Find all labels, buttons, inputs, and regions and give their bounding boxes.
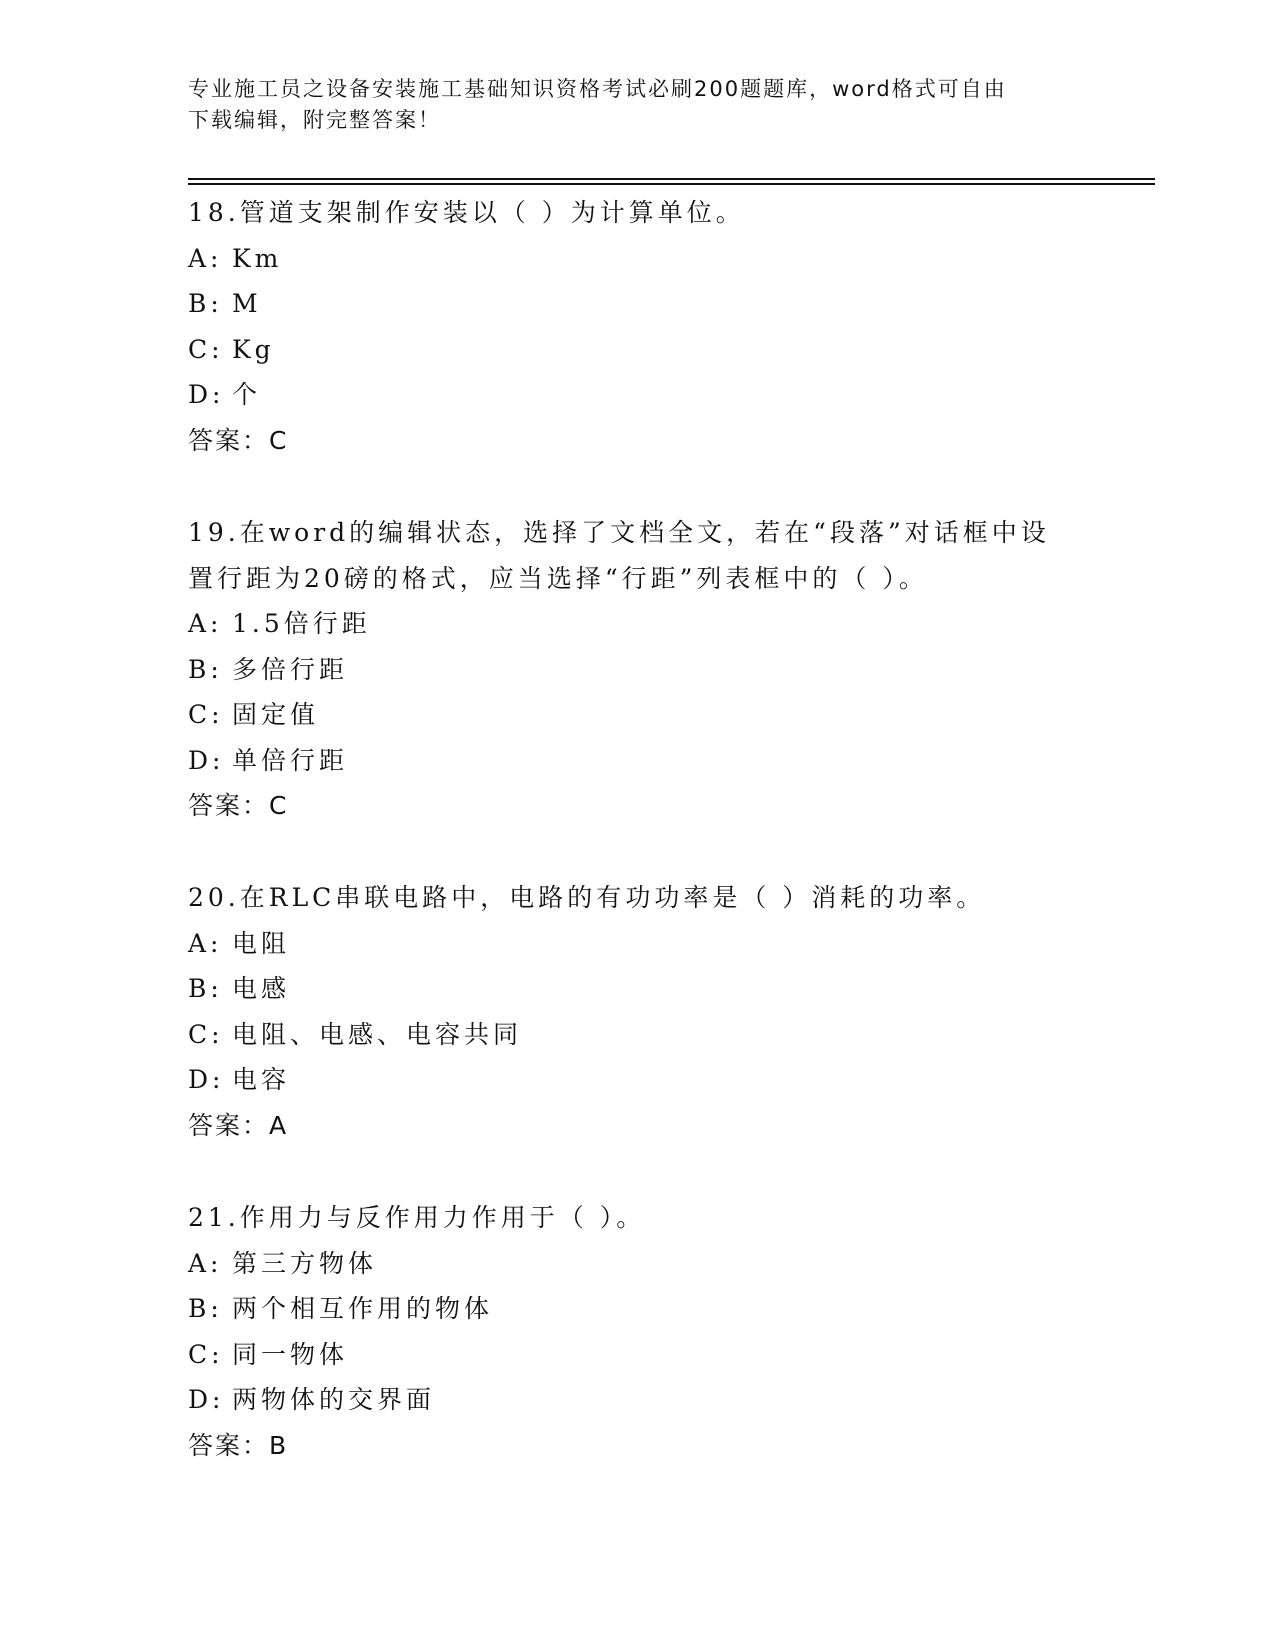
option-text: 1.5倍行距 [232,609,371,638]
option-d [188,738,1088,784]
header-divider-bottom [188,183,1155,185]
option-text: 两个相互作用的物体 [232,1294,494,1323]
document-header [188,74,1088,136]
option-b [188,966,1088,1012]
question-18 [188,190,1088,463]
header-line-2: 下载编辑，附完整答案！ [188,108,441,132]
question-stem: 21.作用力与反作用力作用于（ ）。 [188,1203,646,1232]
option-text: 电感 [232,974,291,1003]
option-b [188,281,1088,327]
question-21 [188,1195,1088,1468]
option-d [188,372,1088,418]
option-a [188,601,1088,647]
option-c [188,327,1088,373]
question-19 [188,510,1088,829]
option-letter: A: [188,928,223,958]
option-letter: A: [188,243,223,273]
option-text: Kg [232,334,275,364]
option-letter: D: [188,1065,225,1094]
option-letter: D: [188,380,225,409]
question-stem: 19.在word的编辑状态，选择了文档全文，若在“段落”对话框中设置行距为20磅的格式，应当选择“行距”列表框中的（ ）。 [188,518,1050,593]
option-c [188,692,1088,738]
option-text: 单倍行距 [232,745,349,775]
option-letter: A: [188,1248,223,1278]
option-a [188,1241,1088,1287]
option-letter: D: [188,745,225,775]
option-c [188,1012,1088,1058]
option-letter: C: [188,1019,224,1049]
option-letter: B: [188,654,223,684]
option-a [188,236,1088,282]
option-letter: C: [188,334,224,364]
option-b [188,1286,1088,1332]
header-line-1: 专业施工员之设备安装施工基础知识资格考试必刷200题题库，word格式可自由 [188,77,1007,101]
answer-line: 答案：C [188,791,289,820]
option-text: 两物体的交界面 [232,1385,436,1414]
option-letter: C: [188,700,224,729]
option-c [188,1332,1088,1378]
option-text: 电阻、电感、电容共同 [232,1019,523,1049]
answer-line: 答案：C [188,425,289,455]
option-text: 电阻 [232,928,291,958]
option-text: 固定值 [232,700,320,729]
answer-line: 答案：B [188,1430,289,1460]
option-letter: B: [188,289,223,318]
option-letter: D: [188,1385,225,1414]
option-b [188,647,1088,693]
option-letter: C: [188,1339,224,1369]
option-text: 第三方物体 [232,1248,378,1278]
answer-line: 答案：A [188,1110,289,1140]
option-letter: B: [188,1294,223,1323]
option-letter: B: [188,974,223,1003]
option-text: M [232,289,262,318]
question-stem: 18.管道支架制作安装以（ ）为计算单位。 [188,198,745,227]
option-letter: A: [188,609,223,638]
option-text: 同一物体 [232,1339,349,1369]
option-text: 多倍行距 [232,654,349,684]
question-stem: 20.在RLC串联电路中，电路的有功功率是（ ）消耗的功率。 [188,883,986,912]
question-20 [188,875,1088,1148]
option-text: Km [232,243,283,273]
option-d [188,1377,1088,1423]
option-a [188,921,1088,967]
option-d [188,1057,1088,1103]
header-divider-top [188,178,1155,180]
option-text: 个 [232,380,262,409]
option-text: 电容 [232,1065,291,1094]
